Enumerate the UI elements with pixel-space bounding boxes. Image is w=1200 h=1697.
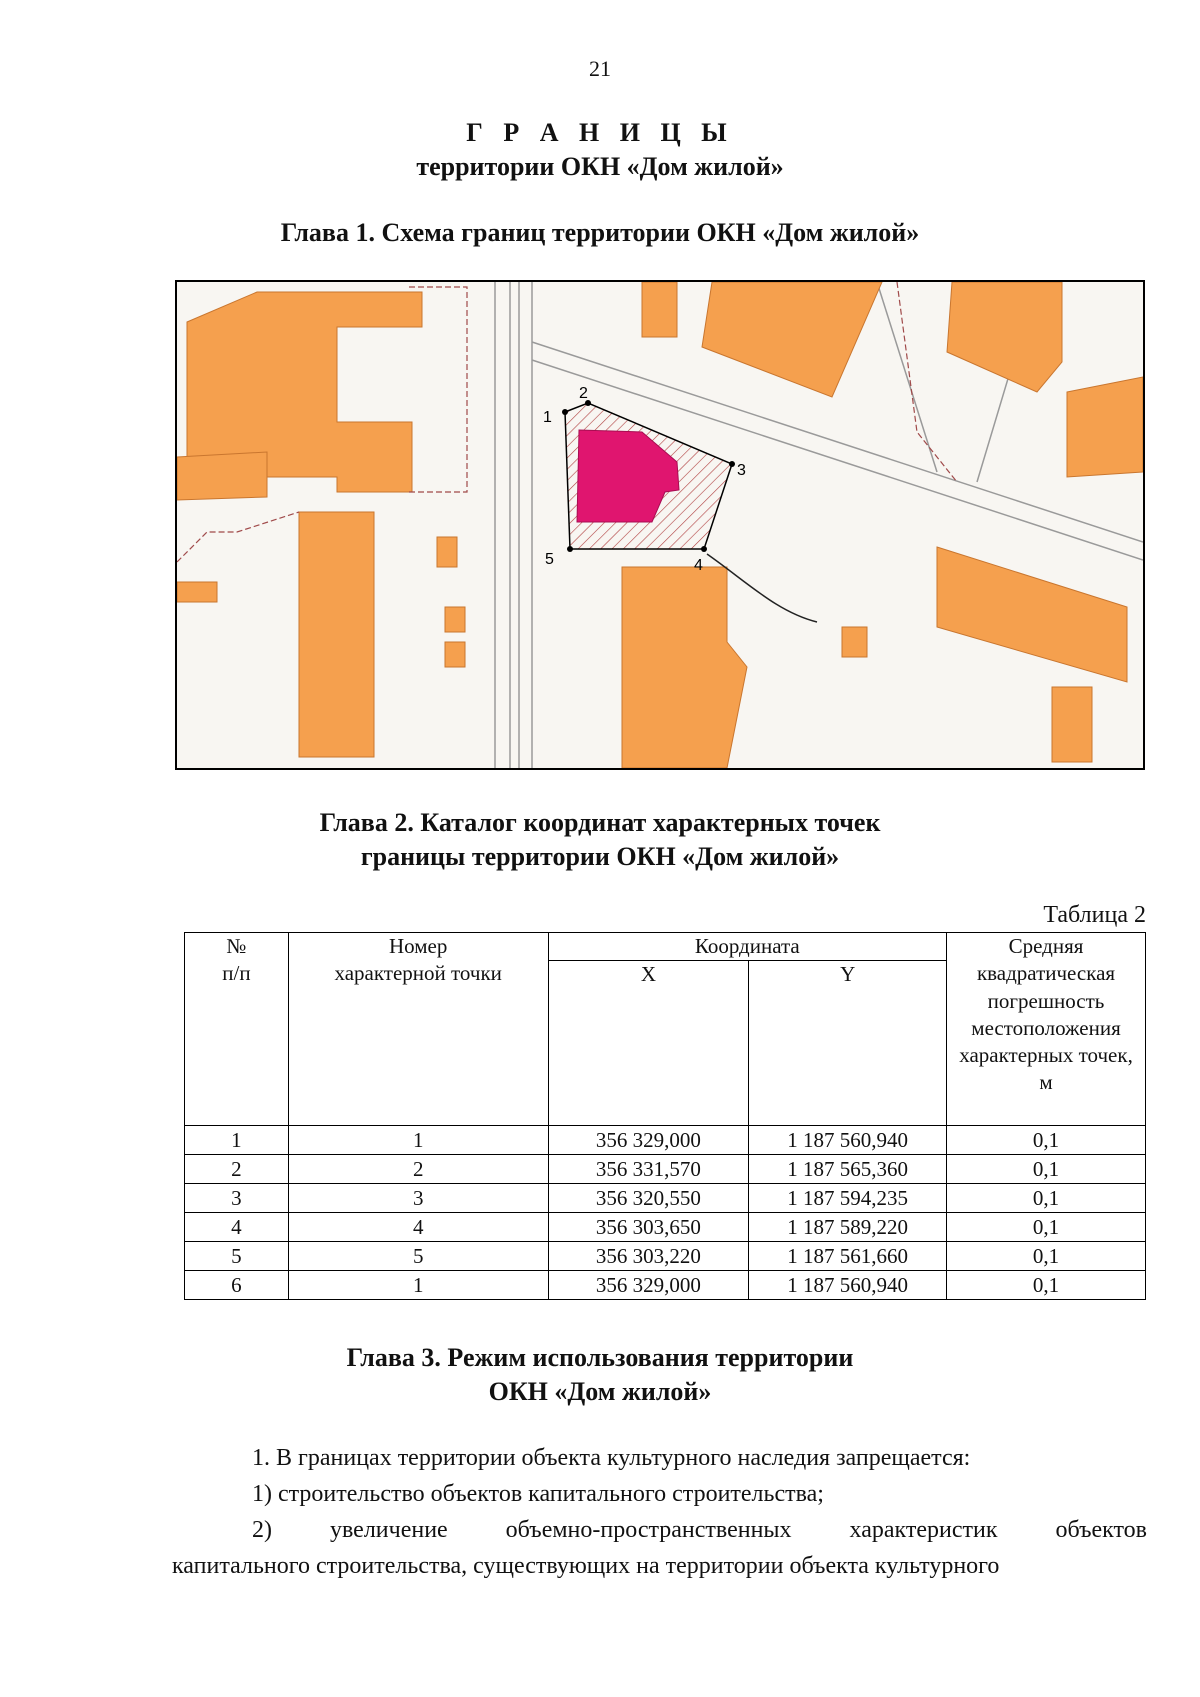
cell-x: 356 303,650 bbox=[548, 1213, 749, 1242]
cell-err: 0,1 bbox=[947, 1242, 1146, 1271]
cell-point: 4 bbox=[288, 1213, 548, 1242]
document-heading: Г Р А Н И Ц Ы bbox=[466, 118, 734, 147]
chapter2-title-line2: границы территории ОКН «Дом жилой» bbox=[360, 842, 840, 871]
cell-point: 1 bbox=[288, 1126, 548, 1155]
cell-err: 0,1 bbox=[947, 1184, 1146, 1213]
cell-x: 356 329,000 bbox=[548, 1271, 749, 1300]
cell-err: 0,1 bbox=[947, 1213, 1146, 1242]
chapter3-title-line2: ОКН «Дом жилой» bbox=[488, 1377, 712, 1406]
table-row bbox=[185, 1242, 1146, 1271]
header-num: № п/п bbox=[185, 933, 289, 1126]
cell-x: 356 329,000 bbox=[548, 1126, 749, 1155]
paragraph: капитального строительства, существующих на территории объекта культурного bbox=[172, 1553, 1000, 1579]
point-label-5: 5 bbox=[545, 551, 554, 568]
table-row bbox=[185, 1155, 1146, 1184]
cell-err: 0,1 bbox=[947, 1155, 1146, 1184]
table-caption: Таблица 2 bbox=[1043, 902, 1146, 928]
cell-y: 1 187 594,235 bbox=[749, 1184, 947, 1213]
cell-n: 2 bbox=[185, 1155, 289, 1184]
cell-point: 3 bbox=[288, 1184, 548, 1213]
paragraph: 2) увеличение объемно-пространственных характеристик объектов bbox=[252, 1517, 1147, 1543]
cell-y: 1 187 560,940 bbox=[749, 1271, 947, 1300]
paragraph: 1) строительство объектов капитального строительства; bbox=[252, 1481, 824, 1507]
chapter2-title-line1: Глава 2. Каталог координат характерных точек bbox=[319, 808, 881, 837]
cell-err: 0,1 bbox=[947, 1126, 1146, 1155]
cell-point: 1 bbox=[288, 1271, 548, 1300]
cell-n: 6 bbox=[185, 1271, 289, 1300]
cell-n: 5 bbox=[185, 1242, 289, 1271]
point-label-1: 1 bbox=[543, 409, 552, 426]
point-label-3: 3 bbox=[737, 462, 746, 479]
cell-x: 356 303,220 bbox=[548, 1242, 749, 1271]
cell-n: 1 bbox=[185, 1126, 289, 1155]
cell-y: 1 187 589,220 bbox=[749, 1213, 947, 1242]
paragraph: 1. В границах территории объекта культурного наследия запрещается: bbox=[252, 1445, 971, 1471]
chapter3-title-line1: Глава 3. Режим использования территории bbox=[346, 1343, 854, 1372]
coordinates-table bbox=[184, 932, 1146, 1300]
cell-point: 5 bbox=[288, 1242, 548, 1271]
table-row bbox=[185, 1184, 1146, 1213]
table-row bbox=[185, 1126, 1146, 1155]
point-label-4: 4 bbox=[694, 557, 703, 574]
table-row bbox=[185, 1271, 1146, 1300]
point-label-2: 2 bbox=[579, 385, 588, 402]
header-point: Номер характерной точки bbox=[288, 933, 548, 1126]
cell-x: 356 320,550 bbox=[548, 1184, 749, 1213]
page-number: 21 bbox=[589, 56, 611, 81]
header-y: Y bbox=[749, 961, 947, 1126]
cell-y: 1 187 560,940 bbox=[749, 1126, 947, 1155]
cell-y: 1 187 565,360 bbox=[749, 1155, 947, 1184]
header-coordinate: Координата bbox=[548, 933, 946, 961]
cell-point: 2 bbox=[288, 1155, 548, 1184]
cell-x: 356 331,570 bbox=[548, 1155, 749, 1184]
table-row bbox=[185, 1213, 1146, 1242]
chapter1-title: Глава 1. Схема границ территории ОКН «Дом жилой» bbox=[280, 218, 920, 247]
header-error: Средняя квадратическая погрешность местоположения характерных точек, м bbox=[947, 933, 1146, 1126]
boundary-map bbox=[175, 280, 1145, 770]
cell-n: 4 bbox=[185, 1213, 289, 1242]
header-x: X bbox=[548, 961, 749, 1126]
document-subheading: территории ОКН «Дом жилой» bbox=[416, 152, 784, 181]
cell-n: 3 bbox=[185, 1184, 289, 1213]
cell-y: 1 187 561,660 bbox=[749, 1242, 947, 1271]
cell-err: 0,1 bbox=[947, 1271, 1146, 1300]
